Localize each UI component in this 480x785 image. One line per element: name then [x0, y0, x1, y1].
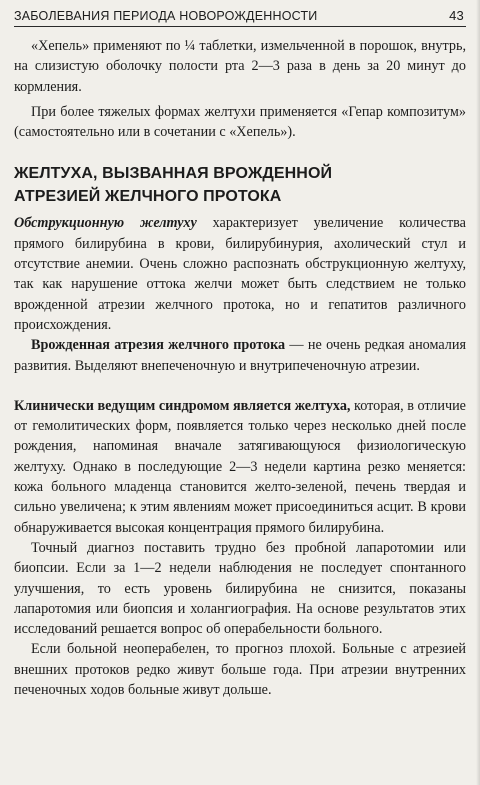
term-obstructive-jaundice: Обструкционную желтуху — [14, 215, 197, 232]
paragraph-obstructive-jaundice — [14, 213, 466, 335]
term-leading-syndrome: Клинически ведущим синдромом является желтуха, — [14, 397, 351, 414]
paragraph-leading-syndrome — [14, 396, 466, 538]
page-number: 43 — [449, 8, 464, 23]
running-header-title: ЗАБОЛЕВАНИЯ ПЕРИОДА НОВОРОЖДЕННОСТИ — [14, 9, 318, 23]
term-congenital-atresia: Врожденная атрезия желчного протока — [31, 337, 286, 354]
paragraph-hepel-dosage: «Хепель» применяют по ¼ таблетки, измельченной в порошок, внутрь, на слизистую оболочку полости рта 2—3 раза в день за 20 минут до кормления. — [14, 38, 466, 95]
paragraph-leading-syndrome-text: которая, в отличие от гемолитических форм, появляется только через несколько дней после рождения, напоминая вначале затягивающуюся физиологическую желтуху. Однако в последующие 2—3 недели картина резко меняется: кожа больного младенца становится желто-зеленой, печень твердая и сильно увеличена; к этим явлениям может присоединиться асцит. В крови обнаруживается высокая концентрация прямого билирубина. — [14, 397, 466, 536]
running-header — [14, 6, 466, 27]
paragraph-congenital-atresia — [14, 335, 466, 376]
section-title — [14, 162, 466, 208]
paragraph-obstructive-jaundice-text: характеризует увеличение количества прямого билирубина в крови, билирубинурия, ахолический стул и отсутствие анемии. Очень сложно распознать обструкционную желтуху, так как нарушение оттока желчи может быть следствием не только врожденной атрезии желчного протока, но и гепатитов различного происхождения. — [14, 215, 466, 333]
paragraph-diagnosis: Точный диагноз поставить трудно без пробной лапаротомии или биопсии. Если за 1—2 недели наблюдения не последует спонтанного улучшения, то есть уровень билирубина не снизится, показаны лапаротомия или биопсия и холангиография. На основе результатов этих исследований решается вопрос об операбельности больного. — [14, 539, 466, 638]
paragraph-prognosis: Если больной неоперабелен, то прогноз плохой. Больные с атрезией внешних протоков редко живут больше года. При атрезии внутренних печеночных ходов больные живут дольше. — [14, 641, 466, 699]
page-edge-shadow — [476, 0, 480, 785]
section-title-line1: ЖЕЛТУХА, ВЫЗВАННАЯ ВРОЖДЕННОЙ — [14, 165, 333, 183]
paragraph-severe-forms: При более тяжелых формах желтухи применяется «Гепар композитум» (самостоятельно или в сочетании с «Хепель»). — [14, 103, 466, 141]
section-title-line2: АТРЕЗИЕЙ ЖЕЛЧНОГО ПРОТОКА — [14, 188, 282, 206]
page-body — [14, 36, 466, 700]
paragraph-congenital-atresia-text: — не очень редкая аномалия развития. Выделяют внепеченочную и внутрипеченочную атрезии. — [14, 337, 466, 374]
